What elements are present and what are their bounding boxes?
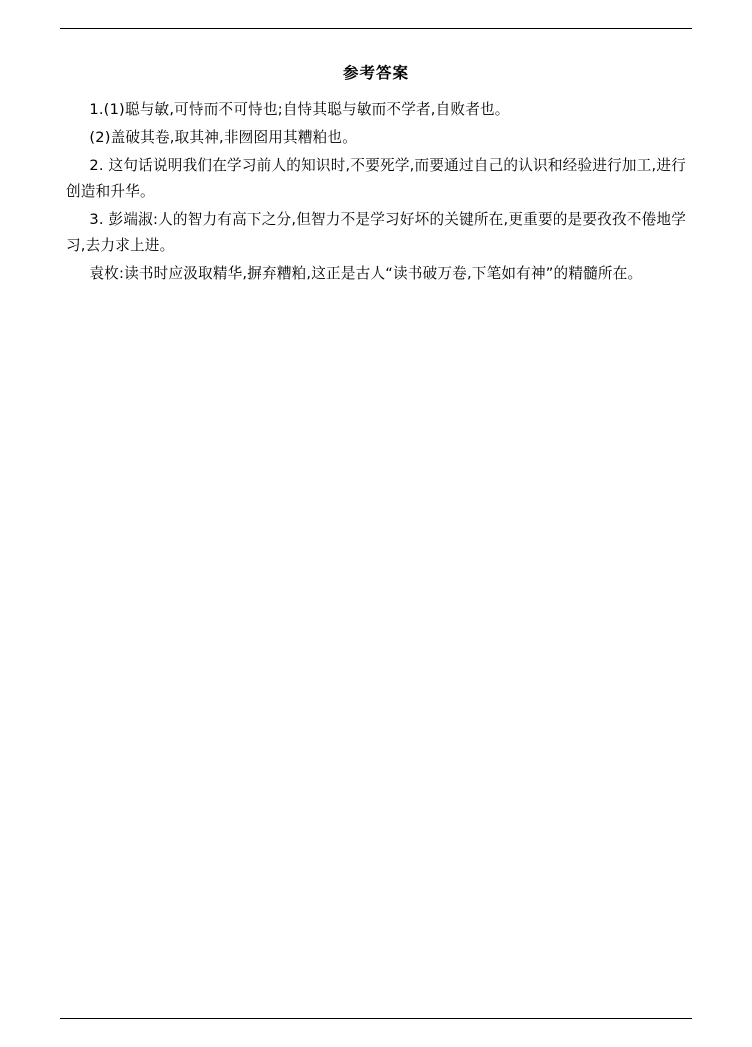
page-title: 参考答案 [342, 64, 409, 82]
answer-item-1-1: 1.(1)聪与敏,可恃而不可恃也;自恃其聪与敏而不学者,自败者也。 [89, 101, 510, 119]
answer-item-3-yuan: 袁枚:读书时应汲取精华,摒弃糟粕,这正是古人“读书破万卷,下笔如有神”的精髓所在。 [89, 265, 643, 283]
answer-item-2: 2. 这句话说明我们在学习前人的知识时,不要死学,而要通过自己的认识和经验进行加工,进行创造和升华。 [66, 157, 686, 201]
page-top-rule [60, 28, 692, 29]
answer-item-3-peng: 3. 彭端淑:人的智力有高下之分,但智力不是学习好坏的关键所在,更重要的是要孜孜不倦地学习,去力求上进。 [66, 211, 686, 255]
document-content [66, 62, 686, 289]
answer-item-1-2: (2)盖破其卷,取其神,非囫囵用其糟粕也。 [89, 129, 358, 147]
page-bottom-rule [60, 1018, 692, 1019]
